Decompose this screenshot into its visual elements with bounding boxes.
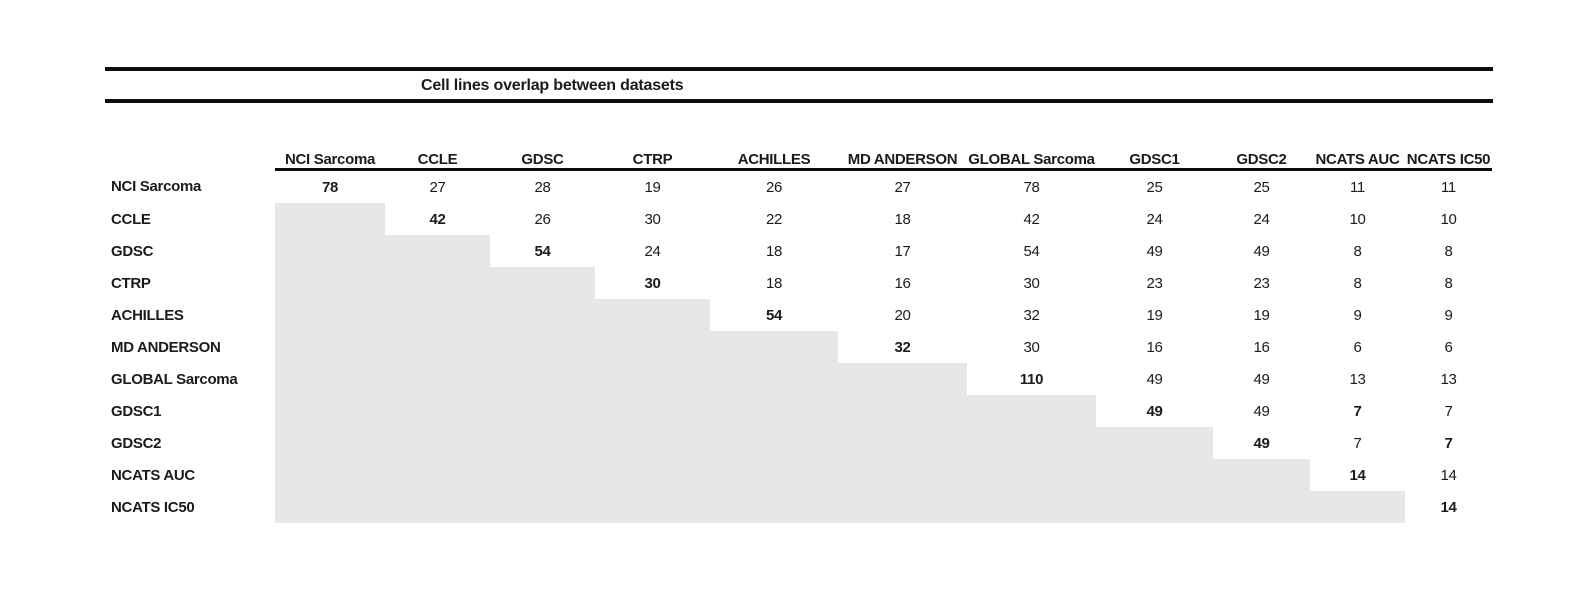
shaded-cell bbox=[838, 459, 967, 491]
column-header: NCI Sarcoma bbox=[275, 136, 385, 170]
table-row bbox=[108, 395, 1492, 427]
shaded-cell bbox=[967, 491, 1096, 523]
shaded-cell bbox=[710, 363, 838, 395]
overlap-cell: 30 bbox=[644, 210, 661, 228]
overlap-cell: 30 bbox=[1023, 338, 1040, 356]
shaded-cell bbox=[490, 299, 595, 331]
column-header: CTRP bbox=[595, 136, 710, 170]
overlap-cell: 25 bbox=[1253, 178, 1270, 196]
overlap-cell: 49 bbox=[1253, 402, 1270, 420]
table-row bbox=[108, 363, 1492, 395]
overlap-cell: 14 bbox=[1349, 466, 1366, 484]
shaded-cell bbox=[385, 331, 490, 363]
column-header: GDSC bbox=[490, 136, 595, 170]
table-title: Cell lines overlap between datasets bbox=[421, 77, 684, 94]
overlap-cell: 49 bbox=[1146, 370, 1163, 388]
table-row bbox=[108, 170, 1492, 204]
overlap-cell: 110 bbox=[1019, 370, 1044, 388]
overlap-cell: 30 bbox=[644, 274, 661, 292]
overlap-cell: 10 bbox=[1349, 210, 1366, 228]
shaded-cell bbox=[275, 491, 385, 523]
shaded-cell bbox=[595, 427, 710, 459]
overlap-cell: 18 bbox=[894, 210, 911, 228]
overlap-cell: 16 bbox=[1146, 338, 1163, 356]
shaded-cell bbox=[1310, 491, 1405, 523]
column-header: GLOBAL Sarcoma bbox=[967, 136, 1096, 170]
overlap-cell: 10 bbox=[1440, 210, 1457, 228]
overlap-cell: 8 bbox=[1444, 274, 1453, 292]
overlap-cell: 49 bbox=[1253, 242, 1270, 260]
overlap-cell: 17 bbox=[894, 242, 911, 260]
table-row bbox=[108, 267, 1492, 299]
shaded-cell bbox=[595, 459, 710, 491]
table-header bbox=[108, 136, 1492, 170]
row-label: ACHILLES bbox=[111, 306, 184, 324]
column-header: NCATS AUC bbox=[1310, 136, 1405, 170]
shaded-cell bbox=[838, 491, 967, 523]
shaded-cell bbox=[490, 395, 595, 427]
row-label: GDSC2 bbox=[111, 434, 162, 452]
table-row bbox=[108, 235, 1492, 267]
shaded-cell bbox=[490, 267, 595, 299]
shaded-cell bbox=[838, 363, 967, 395]
shaded-cell bbox=[838, 427, 967, 459]
overlap-cell: 49 bbox=[1253, 434, 1270, 452]
shaded-cell bbox=[1213, 459, 1310, 491]
overlap-cell: 13 bbox=[1349, 370, 1366, 388]
overlap-cell: 26 bbox=[765, 178, 783, 196]
row-label: GLOBAL Sarcoma bbox=[111, 370, 238, 388]
overlap-cell: 6 bbox=[1353, 338, 1362, 356]
overlap-cell: 9 bbox=[1353, 306, 1362, 324]
shaded-cell bbox=[595, 395, 710, 427]
column-header: CCLE bbox=[385, 136, 490, 170]
shaded-cell bbox=[595, 331, 710, 363]
overlap-cell: 22 bbox=[765, 210, 783, 228]
row-label: NCI Sarcoma bbox=[111, 177, 202, 195]
corner-cell bbox=[108, 136, 275, 170]
table-row bbox=[108, 331, 1492, 363]
shaded-cell bbox=[275, 331, 385, 363]
overlap-cell: 11 bbox=[1441, 178, 1456, 196]
overlap-cell: 6 bbox=[1444, 338, 1453, 356]
row-label: CCLE bbox=[111, 210, 151, 228]
table-row bbox=[108, 299, 1492, 331]
shaded-cell bbox=[490, 331, 595, 363]
row-label: GDSC1 bbox=[111, 402, 162, 420]
row-label: NCATS AUC bbox=[111, 466, 195, 484]
shaded-cell bbox=[385, 267, 490, 299]
shaded-cell bbox=[595, 299, 710, 331]
column-header: GDSC2 bbox=[1213, 136, 1310, 170]
overlap-cell: 54 bbox=[534, 242, 551, 260]
shaded-cell bbox=[967, 427, 1096, 459]
overlap-cell: 20 bbox=[894, 306, 911, 324]
column-header: NCATS IC50 bbox=[1405, 136, 1492, 170]
shaded-cell bbox=[385, 235, 490, 267]
overlap-cell: 8 bbox=[1353, 242, 1362, 260]
overlap-cell: 11 bbox=[1350, 178, 1365, 196]
overlap-cell: 7 bbox=[1444, 402, 1453, 420]
shaded-cell bbox=[275, 427, 385, 459]
overlap-cell: 27 bbox=[894, 178, 911, 196]
table-row bbox=[108, 459, 1492, 491]
row-label: MD ANDERSON bbox=[111, 338, 221, 356]
overlap-cell: 42 bbox=[1023, 210, 1040, 228]
table-row bbox=[108, 427, 1492, 459]
overlap-table bbox=[108, 136, 1492, 523]
overlap-cell: 19 bbox=[1146, 306, 1163, 324]
shaded-cell bbox=[385, 427, 490, 459]
shaded-cell bbox=[1213, 491, 1310, 523]
overlap-cell: 7 bbox=[1353, 434, 1362, 452]
shaded-cell bbox=[1096, 427, 1213, 459]
overlap-cell: 28 bbox=[534, 178, 551, 196]
overlap-cell: 78 bbox=[321, 178, 339, 196]
table-row bbox=[108, 203, 1492, 235]
shaded-cell bbox=[275, 395, 385, 427]
overlap-cell: 18 bbox=[765, 242, 783, 260]
shaded-cell bbox=[385, 395, 490, 427]
shaded-cell bbox=[710, 427, 838, 459]
overlap-cell: 19 bbox=[1253, 306, 1270, 324]
overlap-cell: 78 bbox=[1023, 178, 1040, 196]
shaded-cell bbox=[490, 427, 595, 459]
overlap-cell: 23 bbox=[1253, 274, 1270, 292]
overlap-cell: 30 bbox=[1023, 274, 1040, 292]
overlap-cell: 24 bbox=[1253, 210, 1270, 228]
overlap-cell: 26 bbox=[534, 210, 551, 228]
table-body bbox=[108, 170, 1492, 524]
column-header: MD ANDERSON bbox=[838, 136, 967, 170]
shaded-cell bbox=[838, 395, 967, 427]
table-row bbox=[108, 491, 1492, 523]
overlap-cell: 7 bbox=[1353, 402, 1362, 420]
overlap-cell: 49 bbox=[1146, 242, 1163, 260]
shaded-cell bbox=[490, 459, 595, 491]
shaded-cell bbox=[490, 491, 595, 523]
shaded-cell bbox=[275, 299, 385, 331]
shaded-cell bbox=[710, 459, 838, 491]
shaded-cell bbox=[275, 267, 385, 299]
top-rule bbox=[105, 67, 1493, 71]
overlap-cell: 42 bbox=[429, 210, 446, 228]
overlap-cell: 13 bbox=[1440, 370, 1457, 388]
overlap-cell: 25 bbox=[1146, 178, 1163, 196]
shaded-cell bbox=[385, 299, 490, 331]
row-label: GDSC bbox=[111, 242, 154, 260]
overlap-cell: 14 bbox=[1440, 498, 1457, 516]
shaded-cell bbox=[967, 459, 1096, 491]
overlap-cell: 32 bbox=[894, 338, 911, 356]
shaded-cell bbox=[490, 363, 595, 395]
shaded-cell bbox=[275, 235, 385, 267]
overlap-cell: 16 bbox=[894, 274, 911, 292]
shaded-cell bbox=[275, 363, 385, 395]
overlap-cell: 8 bbox=[1444, 242, 1453, 260]
overlap-cell: 49 bbox=[1146, 402, 1163, 420]
overlap-cell: 23 bbox=[1146, 274, 1163, 292]
shaded-cell bbox=[710, 395, 838, 427]
shaded-cell bbox=[710, 491, 838, 523]
overlap-cell: 19 bbox=[644, 178, 661, 196]
overlap-cell: 32 bbox=[1023, 306, 1040, 324]
row-label: NCATS IC50 bbox=[111, 498, 195, 516]
column-header: GDSC1 bbox=[1096, 136, 1213, 170]
overlap-cell: 8 bbox=[1353, 274, 1362, 292]
overlap-cell: 18 bbox=[765, 274, 783, 292]
overlap-cell: 9 bbox=[1444, 306, 1453, 324]
overlap-cell: 16 bbox=[1253, 338, 1270, 356]
shaded-cell bbox=[275, 459, 385, 491]
shaded-cell bbox=[385, 491, 490, 523]
overlap-cell: 49 bbox=[1253, 370, 1270, 388]
shaded-cell bbox=[595, 491, 710, 523]
overlap-cell: 7 bbox=[1444, 434, 1453, 452]
shaded-cell bbox=[385, 363, 490, 395]
overlap-cell: 24 bbox=[644, 242, 661, 260]
shaded-cell bbox=[1096, 491, 1213, 523]
overlap-cell: 24 bbox=[1146, 210, 1163, 228]
shaded-cell bbox=[275, 203, 385, 235]
row-label: CTRP bbox=[111, 274, 151, 292]
header-row bbox=[108, 136, 1492, 170]
overlap-cell: 14 bbox=[1440, 466, 1457, 484]
shaded-cell bbox=[385, 459, 490, 491]
overlap-cell: 27 bbox=[429, 178, 446, 196]
overlap-cell: 54 bbox=[1023, 242, 1040, 260]
overlap-cell: 54 bbox=[765, 306, 783, 324]
shaded-cell bbox=[1096, 459, 1213, 491]
shaded-cell bbox=[967, 395, 1096, 427]
title-separator-rule bbox=[105, 99, 1493, 103]
shaded-cell bbox=[710, 331, 838, 363]
column-header: ACHILLES bbox=[710, 136, 838, 170]
shaded-cell bbox=[595, 363, 710, 395]
